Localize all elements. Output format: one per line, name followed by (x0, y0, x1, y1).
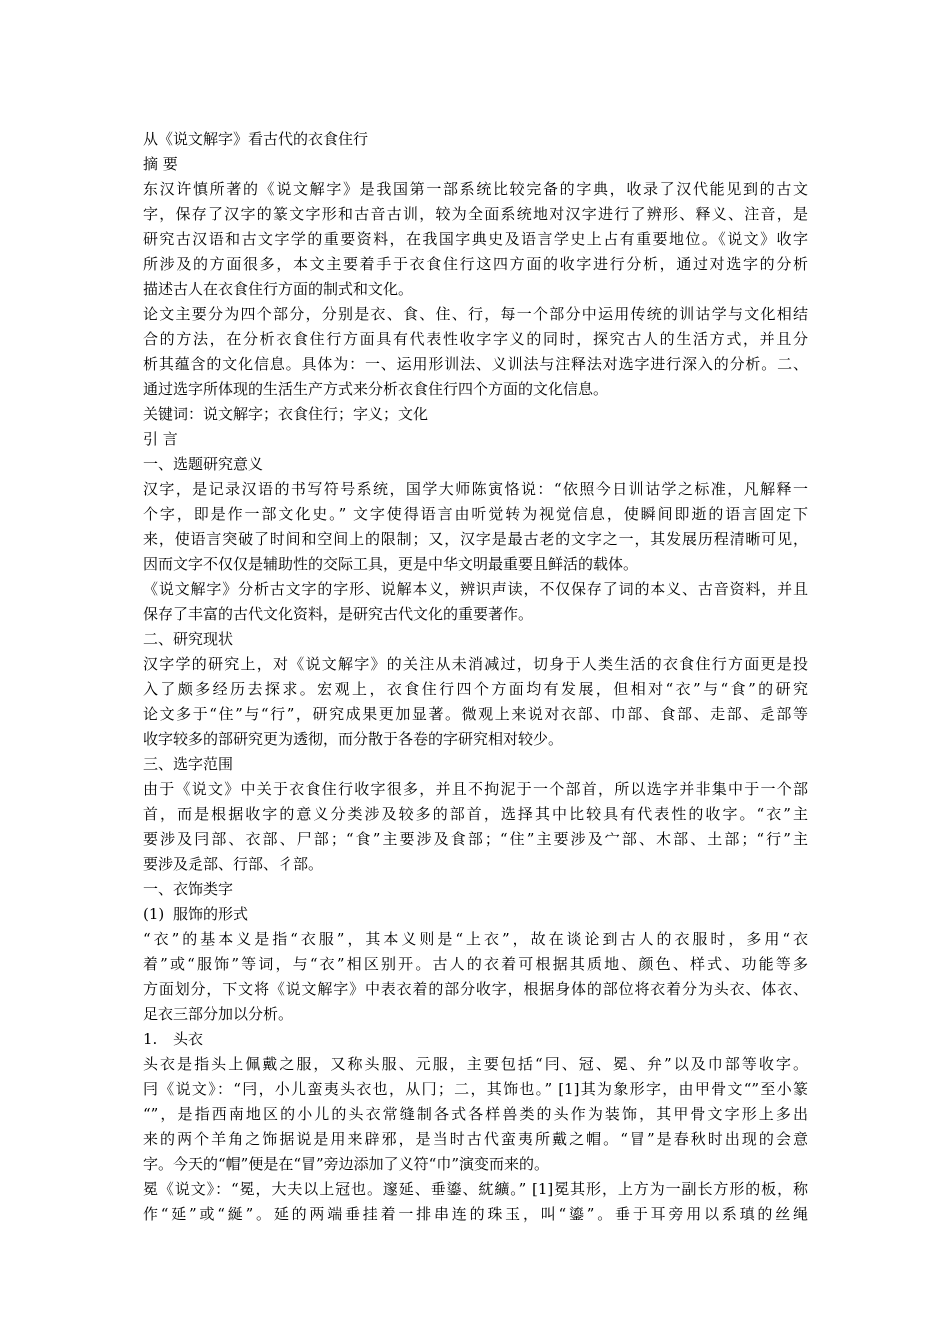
text-line: “”，是指西南地区的小儿的头衣常缝制各式各样兽类的头作为装饰，其甲骨文字形上多出 (143, 1105, 808, 1123)
section-3-paragraph-1 (143, 777, 808, 877)
item-1-paragraph-1: 头衣是指头上佩戴之服，又称头服、元服，主要包括“冃、冠、冕、弁”以及巾部等收字。 (143, 1055, 808, 1073)
list-item-label: 头衣 (173, 1030, 204, 1048)
section-1-paragraph-2 (143, 577, 808, 627)
text-line: 冕《说文》：“冕，大夫以上冠也。邃延、垂鎏、紞纊。” [1]冕其形，上方为一副长方形的板，称 (143, 1180, 808, 1198)
text-line: 通过选字所体现的生活生产方式来分析衣食住行四个方面的文化信息。 (143, 380, 609, 398)
intro-heading: 引 言 (143, 430, 178, 448)
text-line: 要涉及辵部、行部、彳部。 (143, 855, 324, 873)
text-line: 个字，即是作一部文化史。” 文字使得语言由听觉转为视觉信息，使瞬间即逝的语言固定下 (143, 505, 808, 523)
abstract-paragraph-1 (143, 177, 808, 302)
text-line: 保存了丰富的古代文化资料，是研究古代文化的重要著作。 (143, 605, 534, 623)
text-line: 收字较多的部研究更为透彻，而分散于各卷的字研究相对较少。 (143, 730, 564, 748)
text-line: 研究古汉语和古文字学的重要资料，在我国字典史及语言学史上占有重要地位。《说文》收字 (143, 230, 808, 248)
text-line: 字，保存了汉字的篆文字形和古音古训，较为全面系统地对汉字进行了辨形、释义、注音，是 (143, 205, 808, 223)
text-line: 因而文字不仅仅是辅助性的交际工具，更是中华文明最重要且鲜活的载体。 (143, 555, 639, 573)
abstract-heading: 摘 要 (143, 155, 178, 173)
list-item-number: 1. (143, 1030, 158, 1048)
text-line: “衣”的基本义是指“衣服”，其本义则是“上衣”，故在谈论到古人的衣服时，多用“衣 (143, 930, 808, 948)
text-line: 冃《说文》：“冃，小儿蛮夷头衣也，从冂；二，其饰也。” [1]其为象形字，由甲骨文“”至小篆 (143, 1080, 808, 1098)
text-line: 来，使语言突破了时间和空间上的限制；又，汉字是最古老的文字之一，其发展历程清晰可见， (143, 530, 808, 548)
section-2-paragraph-1 (143, 652, 808, 752)
text-line: 入了颇多经历去探求。宏观上，衣食住行四个方面均有发展，但相对“衣”与“食”的研究 (143, 680, 808, 698)
text-line: 所涉及的方面很多，本文主要着手于衣食住行这四方面的收字进行分析，通过对选字的分析 (143, 255, 808, 273)
text-line: 作“延”或“綖”。延的两端垂挂着一排串连的珠玉，叫“鎏”。垂于耳旁用以系瑱的丝绳 (143, 1205, 808, 1223)
text-line: 《说文解字》分析古文字的字形、说解本义，辨识声读，不仅保存了词的本义、古音资料，并且 (143, 580, 808, 598)
text-line: 要涉及冃部、衣部、尸部；“食”主要涉及食部；“住”主要涉及宀部、木部、土部；“行”主 (143, 830, 808, 848)
text-line: 方面划分，下文将《说文解字》中表衣着的部分收字，根据身体的部位将衣着分为头衣、体衣、 (143, 980, 808, 998)
section-1-paragraph-1 (143, 477, 808, 577)
document-page (143, 127, 808, 1227)
text-line: 来的两个羊角之饰据说是用来辟邪，是当时古代蛮夷所戴之帽。“冒”是春秋时出现的会意 (143, 1130, 808, 1148)
subsection-heading (143, 902, 808, 927)
chapter-heading: 一、衣饰类字 (143, 880, 234, 898)
text-line: 论文多于“住”与“行”，研究成果更加显著。微观上来说对衣部、巾部、食部、走部、辵部等 (143, 705, 808, 723)
keywords: 关键词：说文解字；衣食住行；字义；文化 (143, 405, 429, 423)
text-line: 着”或“服饰”等词，与“衣”相区别开。古人的衣着可根据其质地、颜色、样式、功能等多 (143, 955, 808, 973)
section-heading: 三、选字范围 (143, 755, 234, 773)
text-line: 字。今天的“帽”便是在“冒”旁边添加了义符“巾”演变而来的。 (143, 1155, 550, 1173)
subsection-number: (1) (143, 905, 165, 923)
abstract-paragraph-2 (143, 302, 808, 402)
section-heading: 二、研究现状 (143, 630, 234, 648)
list-item-heading (143, 1027, 808, 1052)
text-line: 论文主要分为四个部分，分别是衣、食、住、行，每一个部分中运用传统的训诂学与文化相结 (143, 305, 808, 323)
text-line: 汉字学的研究上，对《说文解字》的关注从未消减过，切身于人类生活的衣食住行方面更是投 (143, 655, 808, 673)
text-line: 合的方法，在分析衣食住行方面具有代表性收字字义的同时，探究古人的生活方式，并且分 (143, 330, 808, 348)
text-line: 由于《说文》中关于衣食住行收字很多，并且不拘泥于一个部首，所以选字并非集中于一个部 (143, 780, 808, 798)
text-line: 汉字，是记录汉语的书写符号系统，国学大师陈寅恪说：“依照今日训诂学之标准，凡解释一 (143, 480, 808, 498)
text-line: 描述古人在衣食住行方面的制式和文化。 (143, 280, 414, 298)
subsection-1-paragraph-1 (143, 927, 808, 1027)
text-line: 东汉许慎所著的《说文解字》是我国第一部系统比较完备的字典，收录了汉代能见到的古文 (143, 180, 808, 198)
subsection-label: 服饰的形式 (173, 905, 249, 923)
item-1-paragraph-2 (143, 1077, 808, 1177)
document-title: 从《说文解字》看古代的衣食住行 (143, 130, 369, 148)
section-heading: 一、选题研究意义 (143, 455, 264, 473)
item-1-paragraph-3 (143, 1177, 808, 1227)
text-line: 析其蕴含的文化信息。具体为：一、运用形训法、义训法与注释法对选字进行深入的分析。二、 (143, 355, 808, 373)
text-line: 首，而是根据收字的意义分类涉及较多的部首，选择其中比较具有代表性的收字。“衣”主 (143, 805, 808, 823)
text-line: 足衣三部分加以分析。 (143, 1005, 294, 1023)
